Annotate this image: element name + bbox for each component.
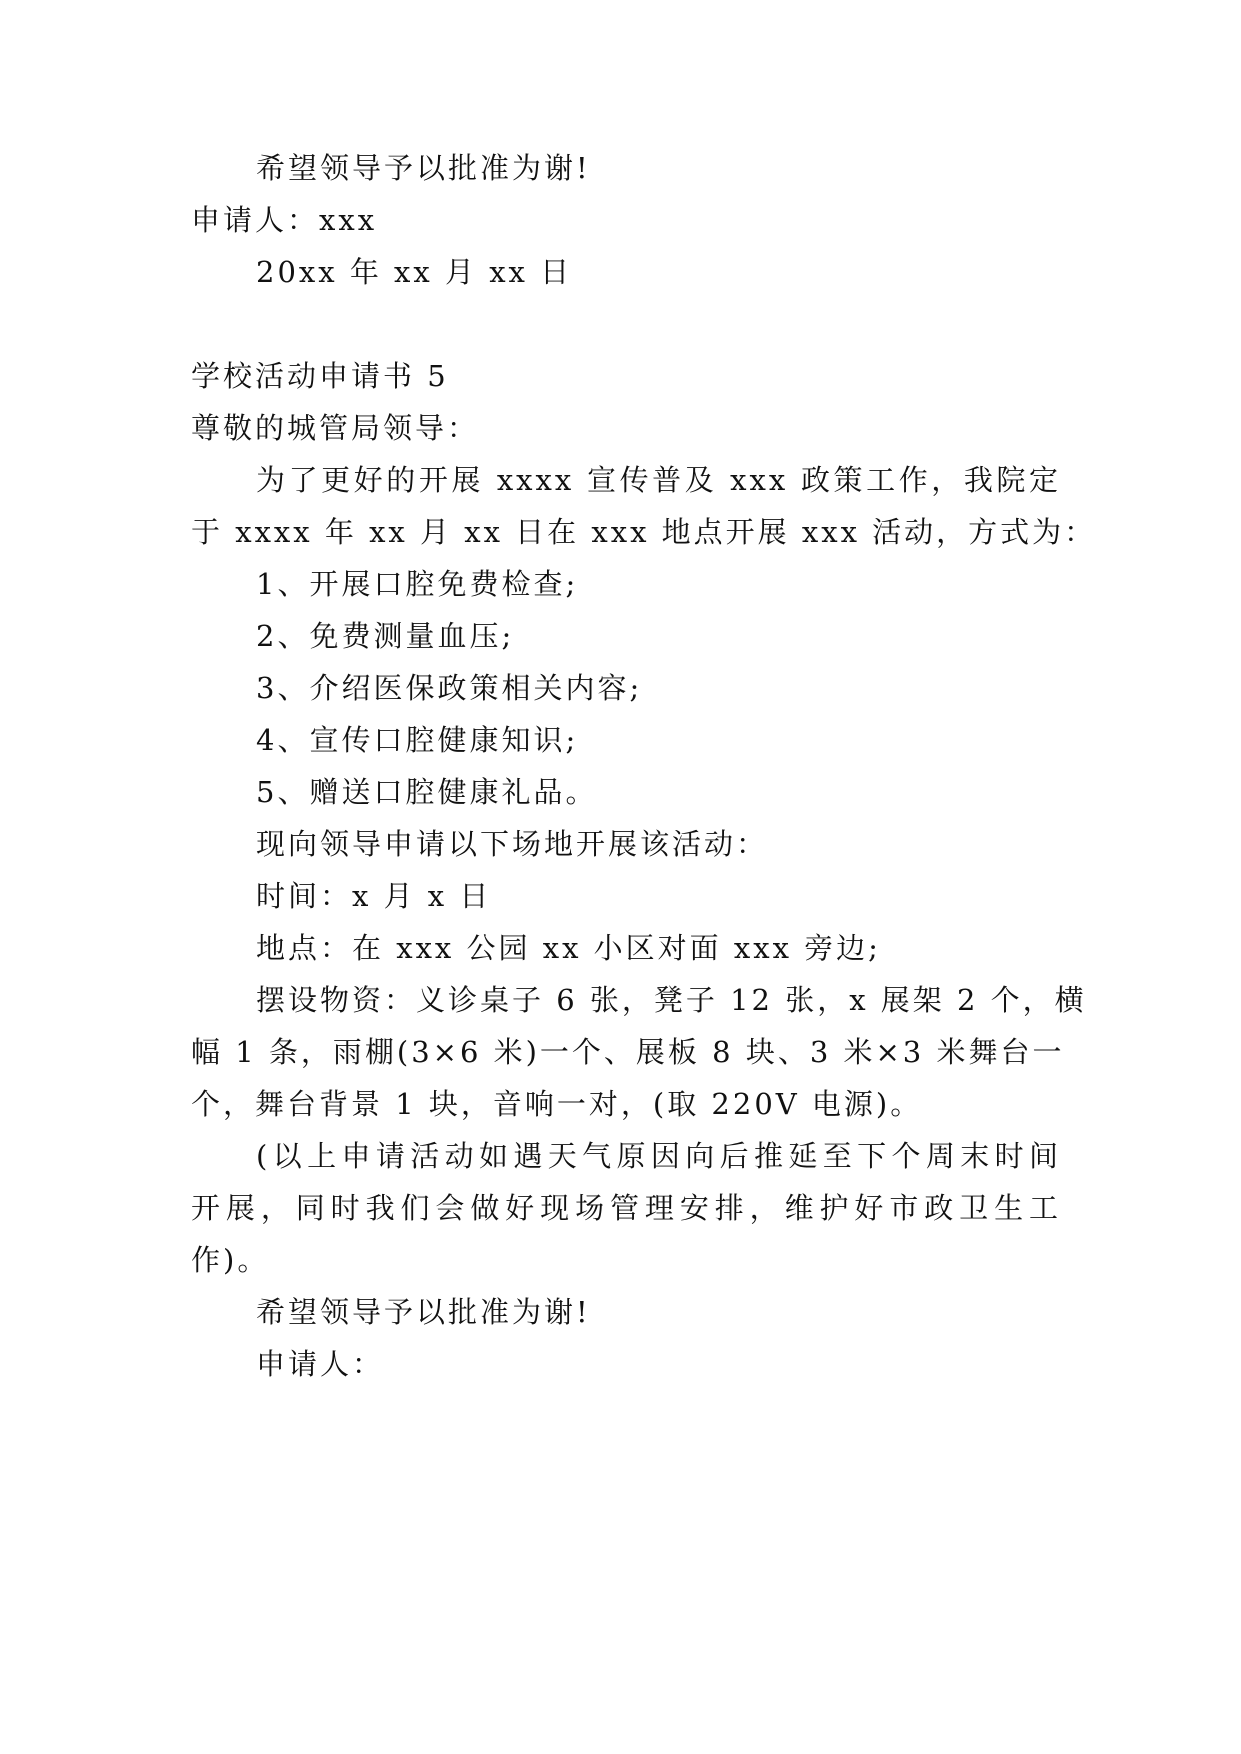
list-item: 1、开展口腔免费检查; bbox=[256, 567, 579, 601]
note-line: 作)。 bbox=[191, 1243, 270, 1277]
time-line: 时间：x 月 x 日 bbox=[256, 879, 492, 913]
intro-line: 为了更好的开展 xxxx 宣传普及 xxx 政策工作，我院定 bbox=[256, 463, 1061, 497]
request-line: 现向领导申请以下场地开展该活动： bbox=[256, 827, 769, 861]
materials-line: 幅 1 条，雨棚(3×6 米)一个、展板 8 块、3 米×3 米舞台一 bbox=[191, 1035, 1065, 1069]
date-line: 20xx 年 xx 月 xx 日 bbox=[256, 255, 573, 289]
materials-line: 个，舞台背景 1 块，音响一对，(取 220V 电源)。 bbox=[191, 1087, 923, 1121]
applicant-line: 申请人： bbox=[256, 1347, 385, 1381]
closing-line: 希望领导予以批准为谢! bbox=[256, 1295, 591, 1329]
section-title: 学校活动申请书 5 bbox=[191, 359, 449, 393]
salutation: 尊敬的城管局领导： bbox=[191, 411, 480, 445]
list-item: 2、免费测量血压; bbox=[256, 619, 515, 653]
list-item: 5、赠送口腔健康礼品。 bbox=[256, 775, 598, 809]
list-item: 3、介绍医保政策相关内容; bbox=[256, 671, 643, 705]
location-line: 地点：在 xxx 公园 xx 小区对面 xxx 旁边; bbox=[256, 931, 881, 965]
applicant-line: 申请人：xxx bbox=[191, 203, 378, 237]
closing-line: 希望领导予以批准为谢! bbox=[256, 151, 591, 185]
note-line: 开展，同时我们会做好现场管理安排，维护好市政卫生工 bbox=[191, 1191, 1061, 1225]
note-line: (以上申请活动如遇天气原因向后推延至下个周末时间 bbox=[256, 1139, 1061, 1173]
materials-line: 摆设物资：义诊桌子 6 张，凳子 12 张，x 展架 2 个，横 bbox=[256, 983, 1087, 1017]
list-item: 4、宣传口腔健康知识; bbox=[256, 723, 579, 757]
intro-line: 于 xxxx 年 xx 月 xx 日在 xxx 地点开展 xxx 活动，方式为： bbox=[191, 515, 1097, 549]
